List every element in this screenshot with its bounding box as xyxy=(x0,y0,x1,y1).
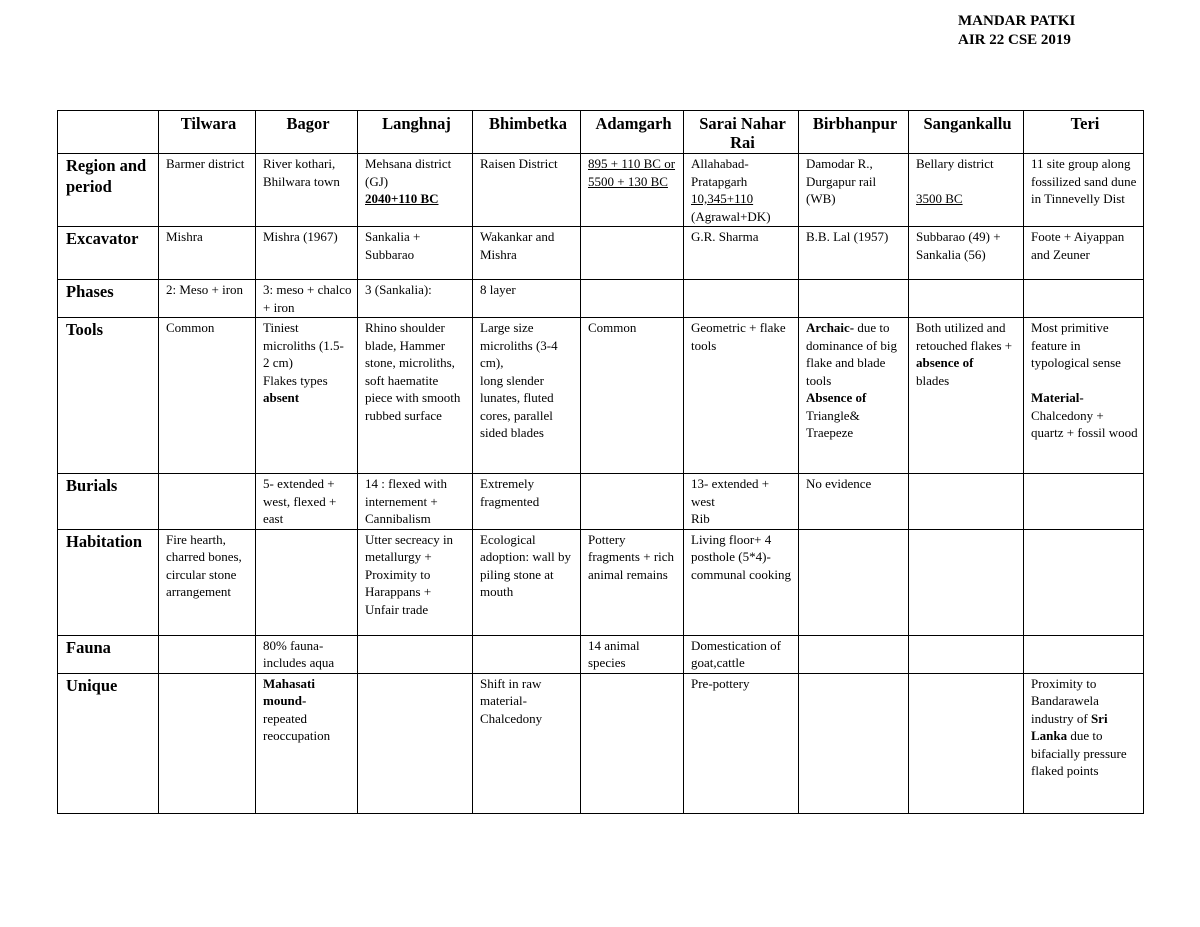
cell-fauna-adamgarh: 14 animal species xyxy=(581,635,684,673)
sangankallu-date: 3500 BC xyxy=(916,191,963,206)
row-excavator xyxy=(58,227,1144,280)
birbhanpur-archaic-term: Archaic- xyxy=(806,320,855,335)
cell-tools-langhnaj: Rhino shoulder blade, Hammer stone, microliths, soft haematite piece with smooth rubbed surface xyxy=(358,318,473,474)
cell-burials-sangankallu xyxy=(909,474,1024,530)
row-phases xyxy=(58,280,1144,318)
cell-excavator-tilwara: Mishra xyxy=(159,227,256,280)
birbhanpur-tools-archaic xyxy=(806,319,904,389)
teri-unique-intro: Proximity to Bandarawela industry of xyxy=(1031,675,1099,726)
cell-phases-birbhanpur xyxy=(799,280,909,318)
cell-excavator-adamgarh xyxy=(581,227,684,280)
teri-tools-material-label: Material- xyxy=(1031,390,1084,405)
cell-habitation-langhnaj: Utter secreacy in metallurgy + Proximity to Harappans + Unfair trade xyxy=(358,529,473,635)
cell-burials-birbhanpur: No evidence xyxy=(799,474,909,530)
row-label-phases: Phases xyxy=(58,280,159,318)
sarai-dating-credit: (Agrawal+DK) xyxy=(691,208,771,224)
teri-unique-country: Sri Lanka xyxy=(1031,710,1108,743)
cell-unique-tilwara xyxy=(159,673,256,813)
cell-tools-teri xyxy=(1024,318,1144,474)
cell-unique-langhnaj xyxy=(358,673,473,813)
cell-tools-bagor xyxy=(256,318,358,474)
cell-unique-adamgarh xyxy=(581,673,684,813)
cell-phases-teri xyxy=(1024,280,1144,318)
cell-habitation-birbhanpur xyxy=(799,529,909,635)
header-bhimbetka: Bhimbetka xyxy=(473,111,581,154)
sangankallu-district: Bellary district xyxy=(916,156,994,171)
cell-unique-bhimbetka: Shift in raw material- Chalcedony xyxy=(473,673,581,813)
cell-region-langhnaj xyxy=(358,154,473,227)
cell-region-adamgarh: 895 + 110 BC or 5500 + 130 BC xyxy=(581,154,684,227)
cell-region-sangankallu xyxy=(909,154,1024,227)
langhnaj-district: Mehsana district (GJ) xyxy=(365,156,452,189)
cell-phases-tilwara: 2: Meso + iron xyxy=(159,280,256,318)
cell-excavator-sangankallu: Subbarao (49) + Sankalia (56) xyxy=(909,227,1024,280)
cell-unique-sarai: Pre-pottery xyxy=(684,673,799,813)
cell-habitation-teri xyxy=(1024,529,1144,635)
sangankallu-tools-blades: blades xyxy=(916,372,950,388)
cell-fauna-langhnaj xyxy=(358,635,473,673)
bhimbetka-tools-types: long slender lunates, fluted cores, parallel sided blades xyxy=(480,372,554,440)
header-bagor: Bagor xyxy=(256,111,358,154)
sarai-burials-rib: Rib xyxy=(691,511,710,526)
author-block xyxy=(958,12,1075,50)
birbhanpur-tools-shapes: Triangle& Traepeze xyxy=(806,407,860,440)
cell-habitation-sangankallu xyxy=(909,529,1024,635)
cell-unique-teri xyxy=(1024,673,1144,813)
cell-fauna-sangankallu xyxy=(909,635,1024,673)
cell-region-bhimbetka: Raisen District xyxy=(473,154,581,227)
sarai-location: Allahabad-Pratapgarh xyxy=(691,156,749,189)
header-tilwara: Tilwara xyxy=(159,111,256,154)
row-label-fauna: Fauna xyxy=(58,635,159,673)
header-row xyxy=(58,111,1144,154)
teri-tools-primitive: Most primitive feature in typological sense xyxy=(1031,320,1121,370)
birbhanpur-tools-absence: Absence of xyxy=(806,390,867,405)
row-label-habitation: Habitation xyxy=(58,529,159,635)
cell-burials-bhimbetka: Extremely fragmented xyxy=(473,474,581,530)
row-tools xyxy=(58,318,1144,474)
cell-habitation-tilwara: Fire hearth, charred bones, circular stone arrangement xyxy=(159,529,256,635)
teri-tools-material: Chalcedony + quartz + fossil wood xyxy=(1031,407,1138,440)
cell-fauna-bhimbetka xyxy=(473,635,581,673)
cell-unique-bagor xyxy=(256,673,358,813)
cell-excavator-bagor: Mishra (1967) xyxy=(256,227,358,280)
row-label-region: Region and period xyxy=(58,154,159,227)
header-adamgarh: Adamgarh xyxy=(581,111,684,154)
bagor-tools-absent: absent xyxy=(263,390,300,405)
cell-habitation-sarai: Living floor+ 4 posthole (5*4)- communal cooking xyxy=(684,529,799,635)
comparison-table xyxy=(57,110,1144,814)
cell-burials-tilwara xyxy=(159,474,256,530)
header-sangankallu: Sangankallu xyxy=(909,111,1024,154)
cell-phases-sangankallu xyxy=(909,280,1024,318)
cell-region-bagor: River kothari, Bhilwara town xyxy=(256,154,358,227)
cell-habitation-adamgarh: Pottery fragments + rich animal remains xyxy=(581,529,684,635)
bagor-unique-reoccupation: repeated reoccupation xyxy=(263,710,331,743)
cell-tools-sarai: Geometric + flake tools xyxy=(684,318,799,474)
header-langhnaj: Langhnaj xyxy=(358,111,473,154)
cell-burials-teri xyxy=(1024,474,1144,530)
cell-phases-langhnaj: 3 (Sankalia): xyxy=(358,280,473,318)
header-sarai-nahar-rai: Sarai Nahar Rai xyxy=(684,111,799,154)
birbhanpur-archaic-reason: due to dominance of big flake and blade tools xyxy=(806,320,897,388)
cell-habitation-bhimbetka: Ecological adoption: wall by piling stone at mouth xyxy=(473,529,581,635)
cell-phases-sarai xyxy=(684,280,799,318)
bagor-tools-microliths: Tiniest microliths (1.5- 2 cm) xyxy=(263,320,344,370)
cell-habitation-bagor xyxy=(256,529,358,635)
cell-excavator-sarai: G.R. Sharma xyxy=(684,227,799,280)
bagor-tools-flakes: Flakes types xyxy=(263,372,328,388)
row-unique xyxy=(58,673,1144,813)
row-label-unique: Unique xyxy=(58,673,159,813)
row-label-excavator: Excavator xyxy=(58,227,159,280)
cell-burials-sarai xyxy=(684,474,799,530)
author-name: MANDAR PATKI xyxy=(958,13,1076,29)
bhimbetka-tools-size: Large size microliths (3-4 cm), xyxy=(480,320,558,370)
cell-phases-bagor: 3: meso + chalco + iron xyxy=(256,280,358,318)
cell-excavator-bhimbetka: Wakankar and Mishra xyxy=(473,227,581,280)
cell-region-teri: 11 site group along fossilized sand dune in Tinnevelly Dist xyxy=(1024,154,1144,227)
cell-unique-sangankallu xyxy=(909,673,1024,813)
sangankallu-tools-absence: absence of xyxy=(916,355,974,370)
cell-excavator-birbhanpur: B.B. Lal (1957) xyxy=(799,227,909,280)
cell-region-birbhanpur: Damodar R., Durgapur rail (WB) xyxy=(799,154,909,227)
cell-region-sarai xyxy=(684,154,799,227)
row-fauna xyxy=(58,635,1144,673)
cell-fauna-birbhanpur xyxy=(799,635,909,673)
cell-excavator-teri: Foote + Aiyappan and Zeuner xyxy=(1024,227,1144,280)
row-region xyxy=(58,154,1144,227)
cell-tools-birbhanpur xyxy=(799,318,909,474)
sarai-burials-extended: 13- extended + west xyxy=(691,476,770,509)
header-corner xyxy=(58,111,159,154)
teri-unique-reason: due to bifacially pressure flaked points xyxy=(1031,728,1127,778)
sarai-date: 10,345+110 xyxy=(691,191,754,206)
cell-tools-sangankallu xyxy=(909,318,1024,474)
cell-burials-langhnaj: 14 : flexed with internement + Cannibalism xyxy=(358,474,473,530)
cell-fauna-sarai: Domestication of goat,cattle xyxy=(684,635,799,673)
row-habitation xyxy=(58,529,1144,635)
cell-burials-adamgarh xyxy=(581,474,684,530)
author-rank: AIR 22 CSE 2019 xyxy=(958,32,1071,48)
bagor-unique-mound: Mahasati mound- xyxy=(263,675,315,708)
cell-tools-adamgarh: Common xyxy=(581,318,684,474)
cell-tools-tilwara: Common xyxy=(159,318,256,474)
cell-excavator-langhnaj: Sankalia + Subbarao xyxy=(358,227,473,280)
cell-burials-bagor: 5- extended + west, flexed + east xyxy=(256,474,358,530)
row-label-tools: Tools xyxy=(58,318,159,474)
header-birbhanpur: Birbhanpur xyxy=(799,111,909,154)
cell-region-tilwara: Barmer district xyxy=(159,154,256,227)
cell-phases-adamgarh xyxy=(581,280,684,318)
langhnaj-date: 2040+110 BC xyxy=(365,191,439,206)
row-label-burials: Burials xyxy=(58,474,159,530)
cell-phases-bhimbetka: 8 layer xyxy=(473,280,581,318)
header-teri: Teri xyxy=(1024,111,1144,154)
row-burials xyxy=(58,474,1144,530)
sangankallu-tools-flakes: Both utilized and retouched flakes + xyxy=(916,320,1013,353)
cell-fauna-teri xyxy=(1024,635,1144,673)
cell-fauna-bagor: 80% fauna- includes aqua xyxy=(256,635,358,673)
cell-tools-bhimbetka xyxy=(473,318,581,474)
cell-fauna-tilwara xyxy=(159,635,256,673)
cell-unique-birbhanpur xyxy=(799,673,909,813)
